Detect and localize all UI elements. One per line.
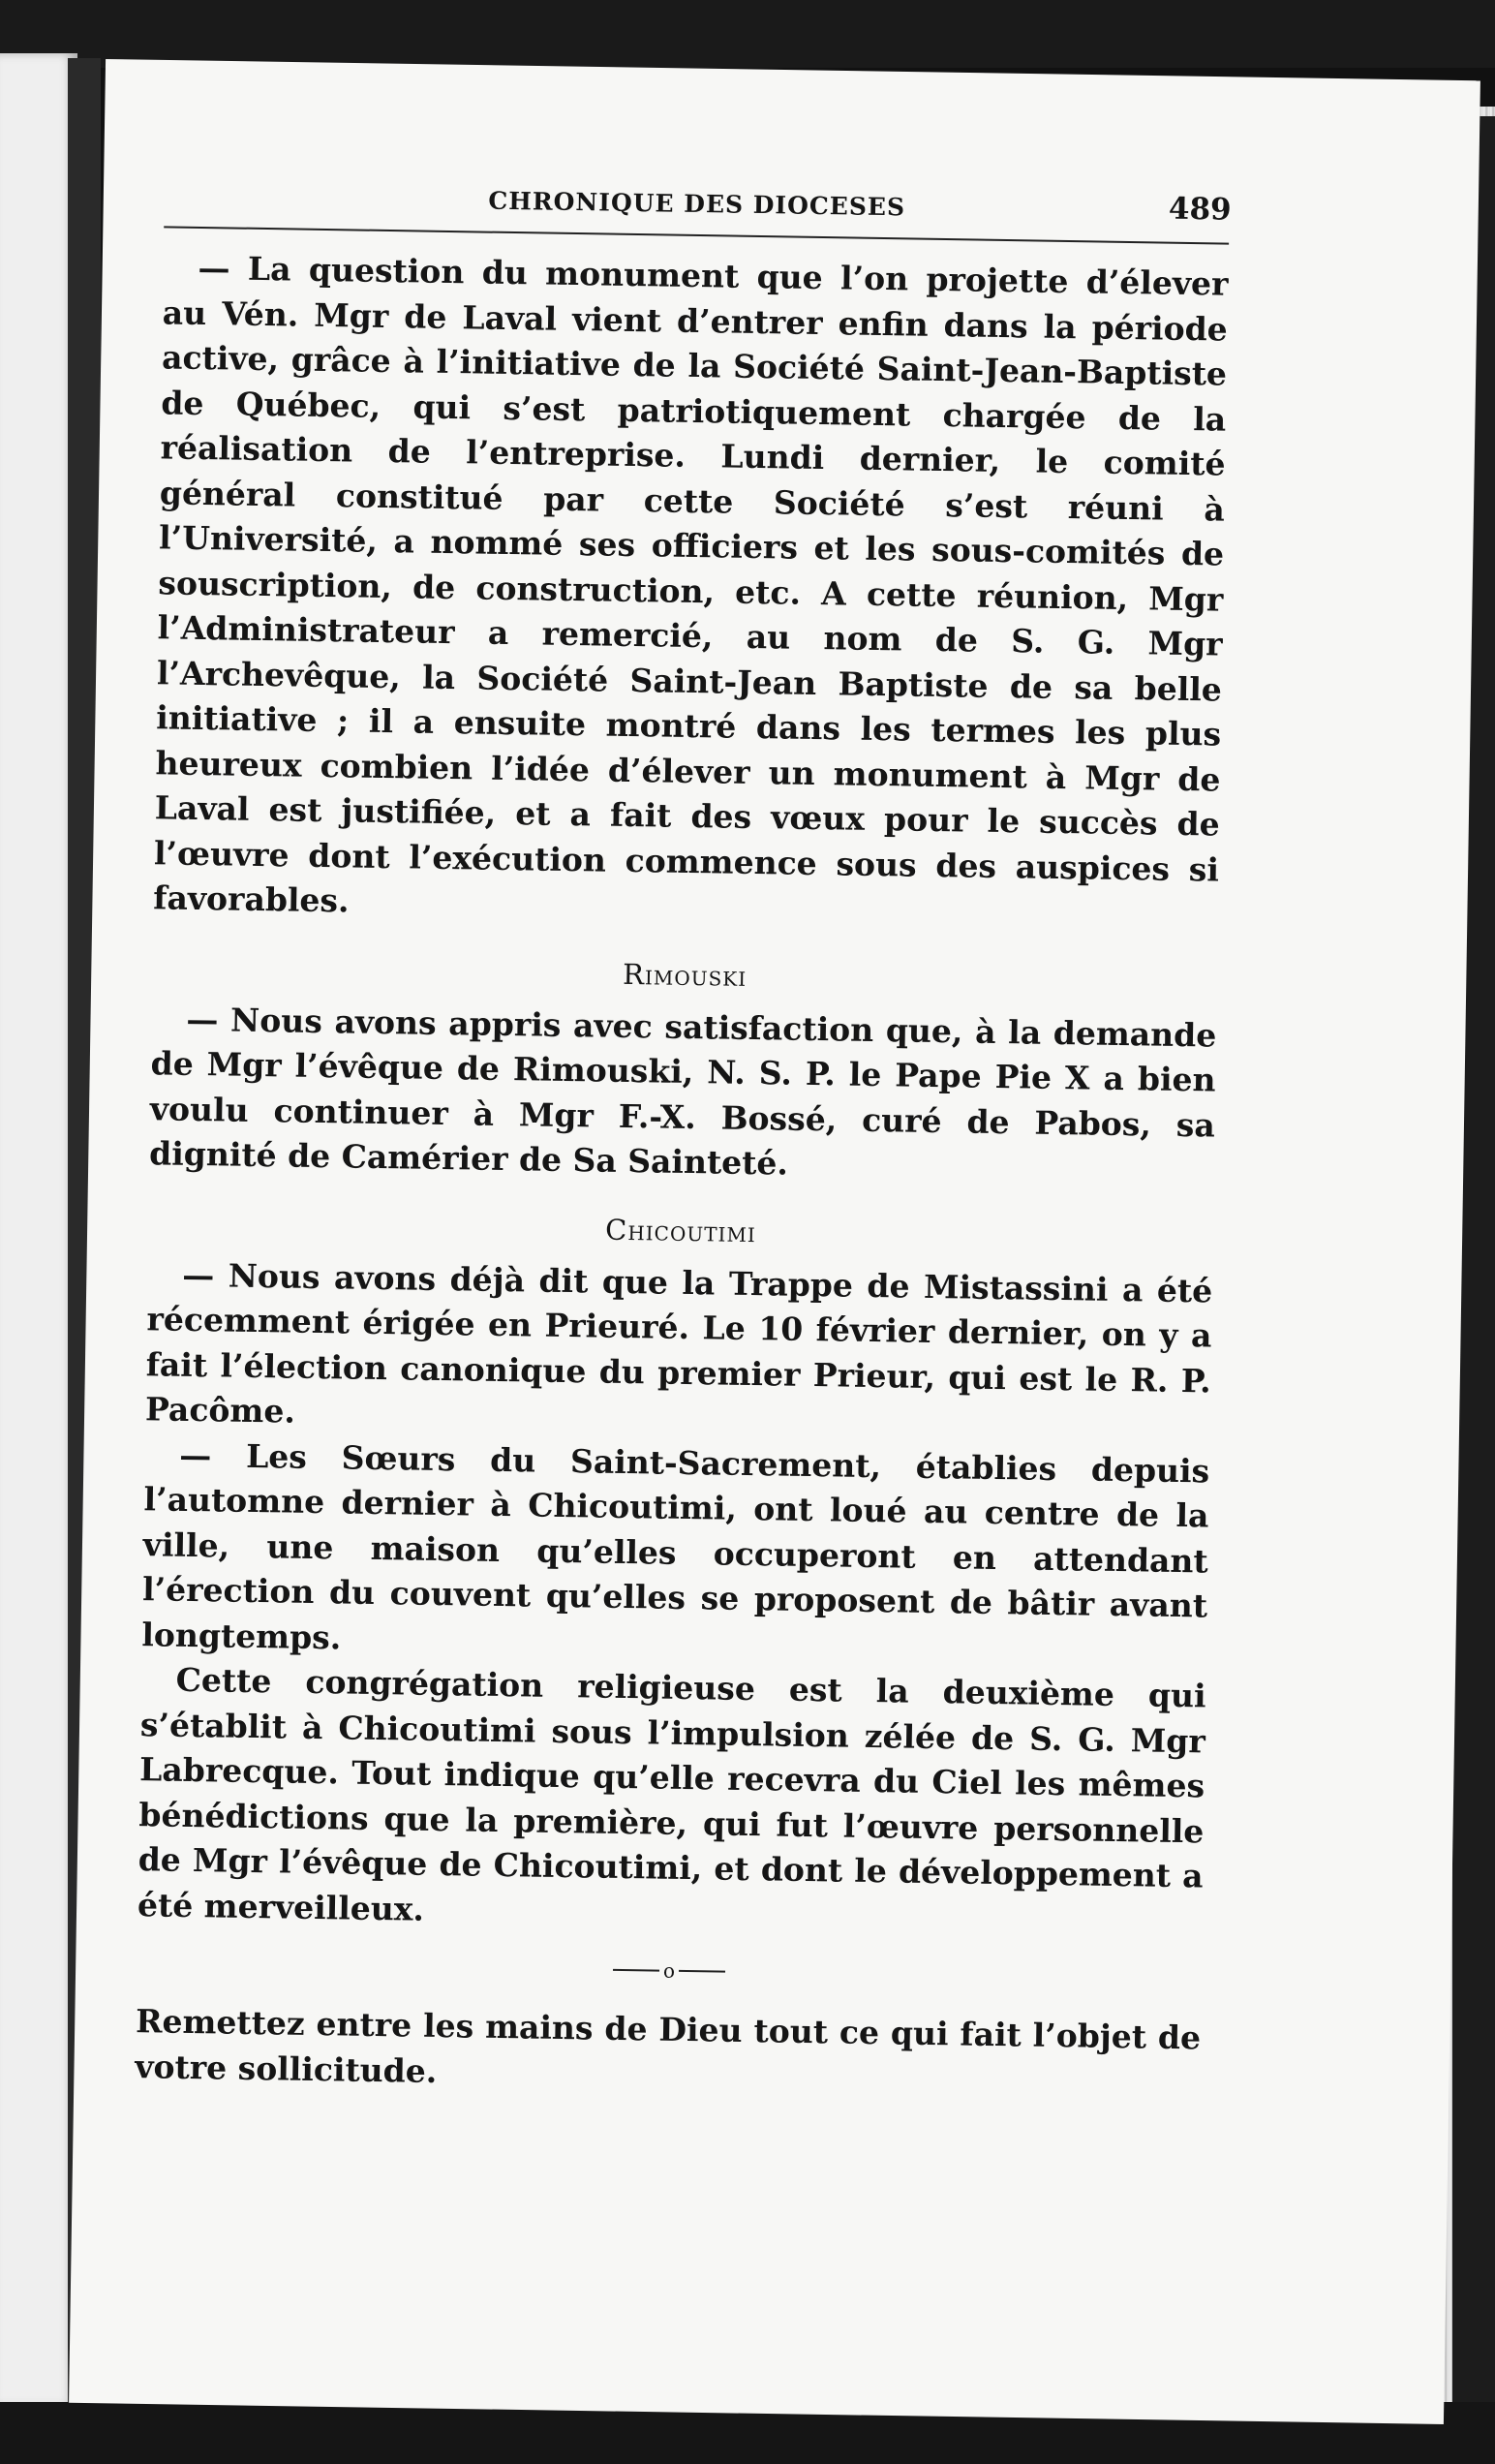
section-divider (137, 1947, 1202, 1992)
scan-border-top (0, 0, 1495, 68)
paragraph-congregation: Cette congrégation religieuse est la deuxième qui s’établit à Chicoutimi sous l’impulsion zélée de S. G. Mgr Labrecque. Tout indique qu’elle recevra du Ciel les mêmes bénédictions que la première, qui fut l’œuvre personnelle de Mgr l’évêque de Chicoutimi, et dont le développement a été merveilleux. (137, 1660, 1206, 1928)
adjacent-page-edge (0, 53, 77, 2407)
paragraph-monument-laval: — La question du monument que l’on projette d’élever au Vén. Mgr de Laval vient d’entrer enfin dans la période active, grâce à l’initiative de la Société Saint-Jean-Baptiste de Québec, qui s’est patriotiquement chargée de la réalisation de l’entreprise. Lundi dernier, le comité général constitué par cette Société s’est réuni à l’Université, a nommé ses officiers et les sous-comités de souscription, de construction, etc. A cette réunion, Mgr l’Administrateur a remercié, au nom de S. G. Mgr l’Archevêque, la Société Saint-Jean Baptiste de sa belle initiative ; il a ensuite montré dans les termes les plus heureux combien l’idée d’élever un monument à Mgr de Laval est justifiée, et a fait des vœux pour le succès de l’œuvre dont l’exécution commence sous des auspices si favorables. (153, 248, 1229, 920)
paragraph-rimouski: — Nous avons appris avec satisfaction que, à la demande de Mgr l’évêque de Rimouski, N. S. P. le Pape Pie X a bien voulu continuer à Mgr F.-X. Bossé, curé de Pabos, sa dignité de Camérier de Sa Sainteté. (148, 1000, 1217, 1183)
section-heading-rimouski: Rimouski (622, 957, 748, 993)
running-head: CHRONIQUE DES DIOCESES (488, 186, 906, 222)
divider-ornament: o (662, 1958, 676, 1983)
paragraph-soeurs-saint-sacrement: — Les Sœurs du Saint-Sacrement, établies depuis l’automne dernier à Chicoutimi, ont loué au centre de la ville, une maison qu’elles occuperont en attendant l’érection du couvent qu’elles se proposent de bâtir avant longtemps. (141, 1435, 1210, 1656)
paragraph-trappe-mistassini: — Nous avons déjà dit que la Trappe de Mistassini a été récemment érigée en Prieuré. Le 10 février dernier, on y a fait l’élection canonique du premier Prieur, qui est le R. P. Pacôme. (144, 1255, 1213, 1431)
section-heading-chicoutimi: Chicoutimi (604, 1213, 757, 1248)
divider-line-right (679, 1970, 725, 1973)
closing-maxim: Remettez entre les mains de Dieu tout ce qui fait l’objet de votre sollicitude. (135, 2002, 1202, 2090)
page-content (135, 175, 1230, 2106)
divider-line-left (613, 1969, 659, 1972)
page-number: 489 (1168, 191, 1232, 228)
